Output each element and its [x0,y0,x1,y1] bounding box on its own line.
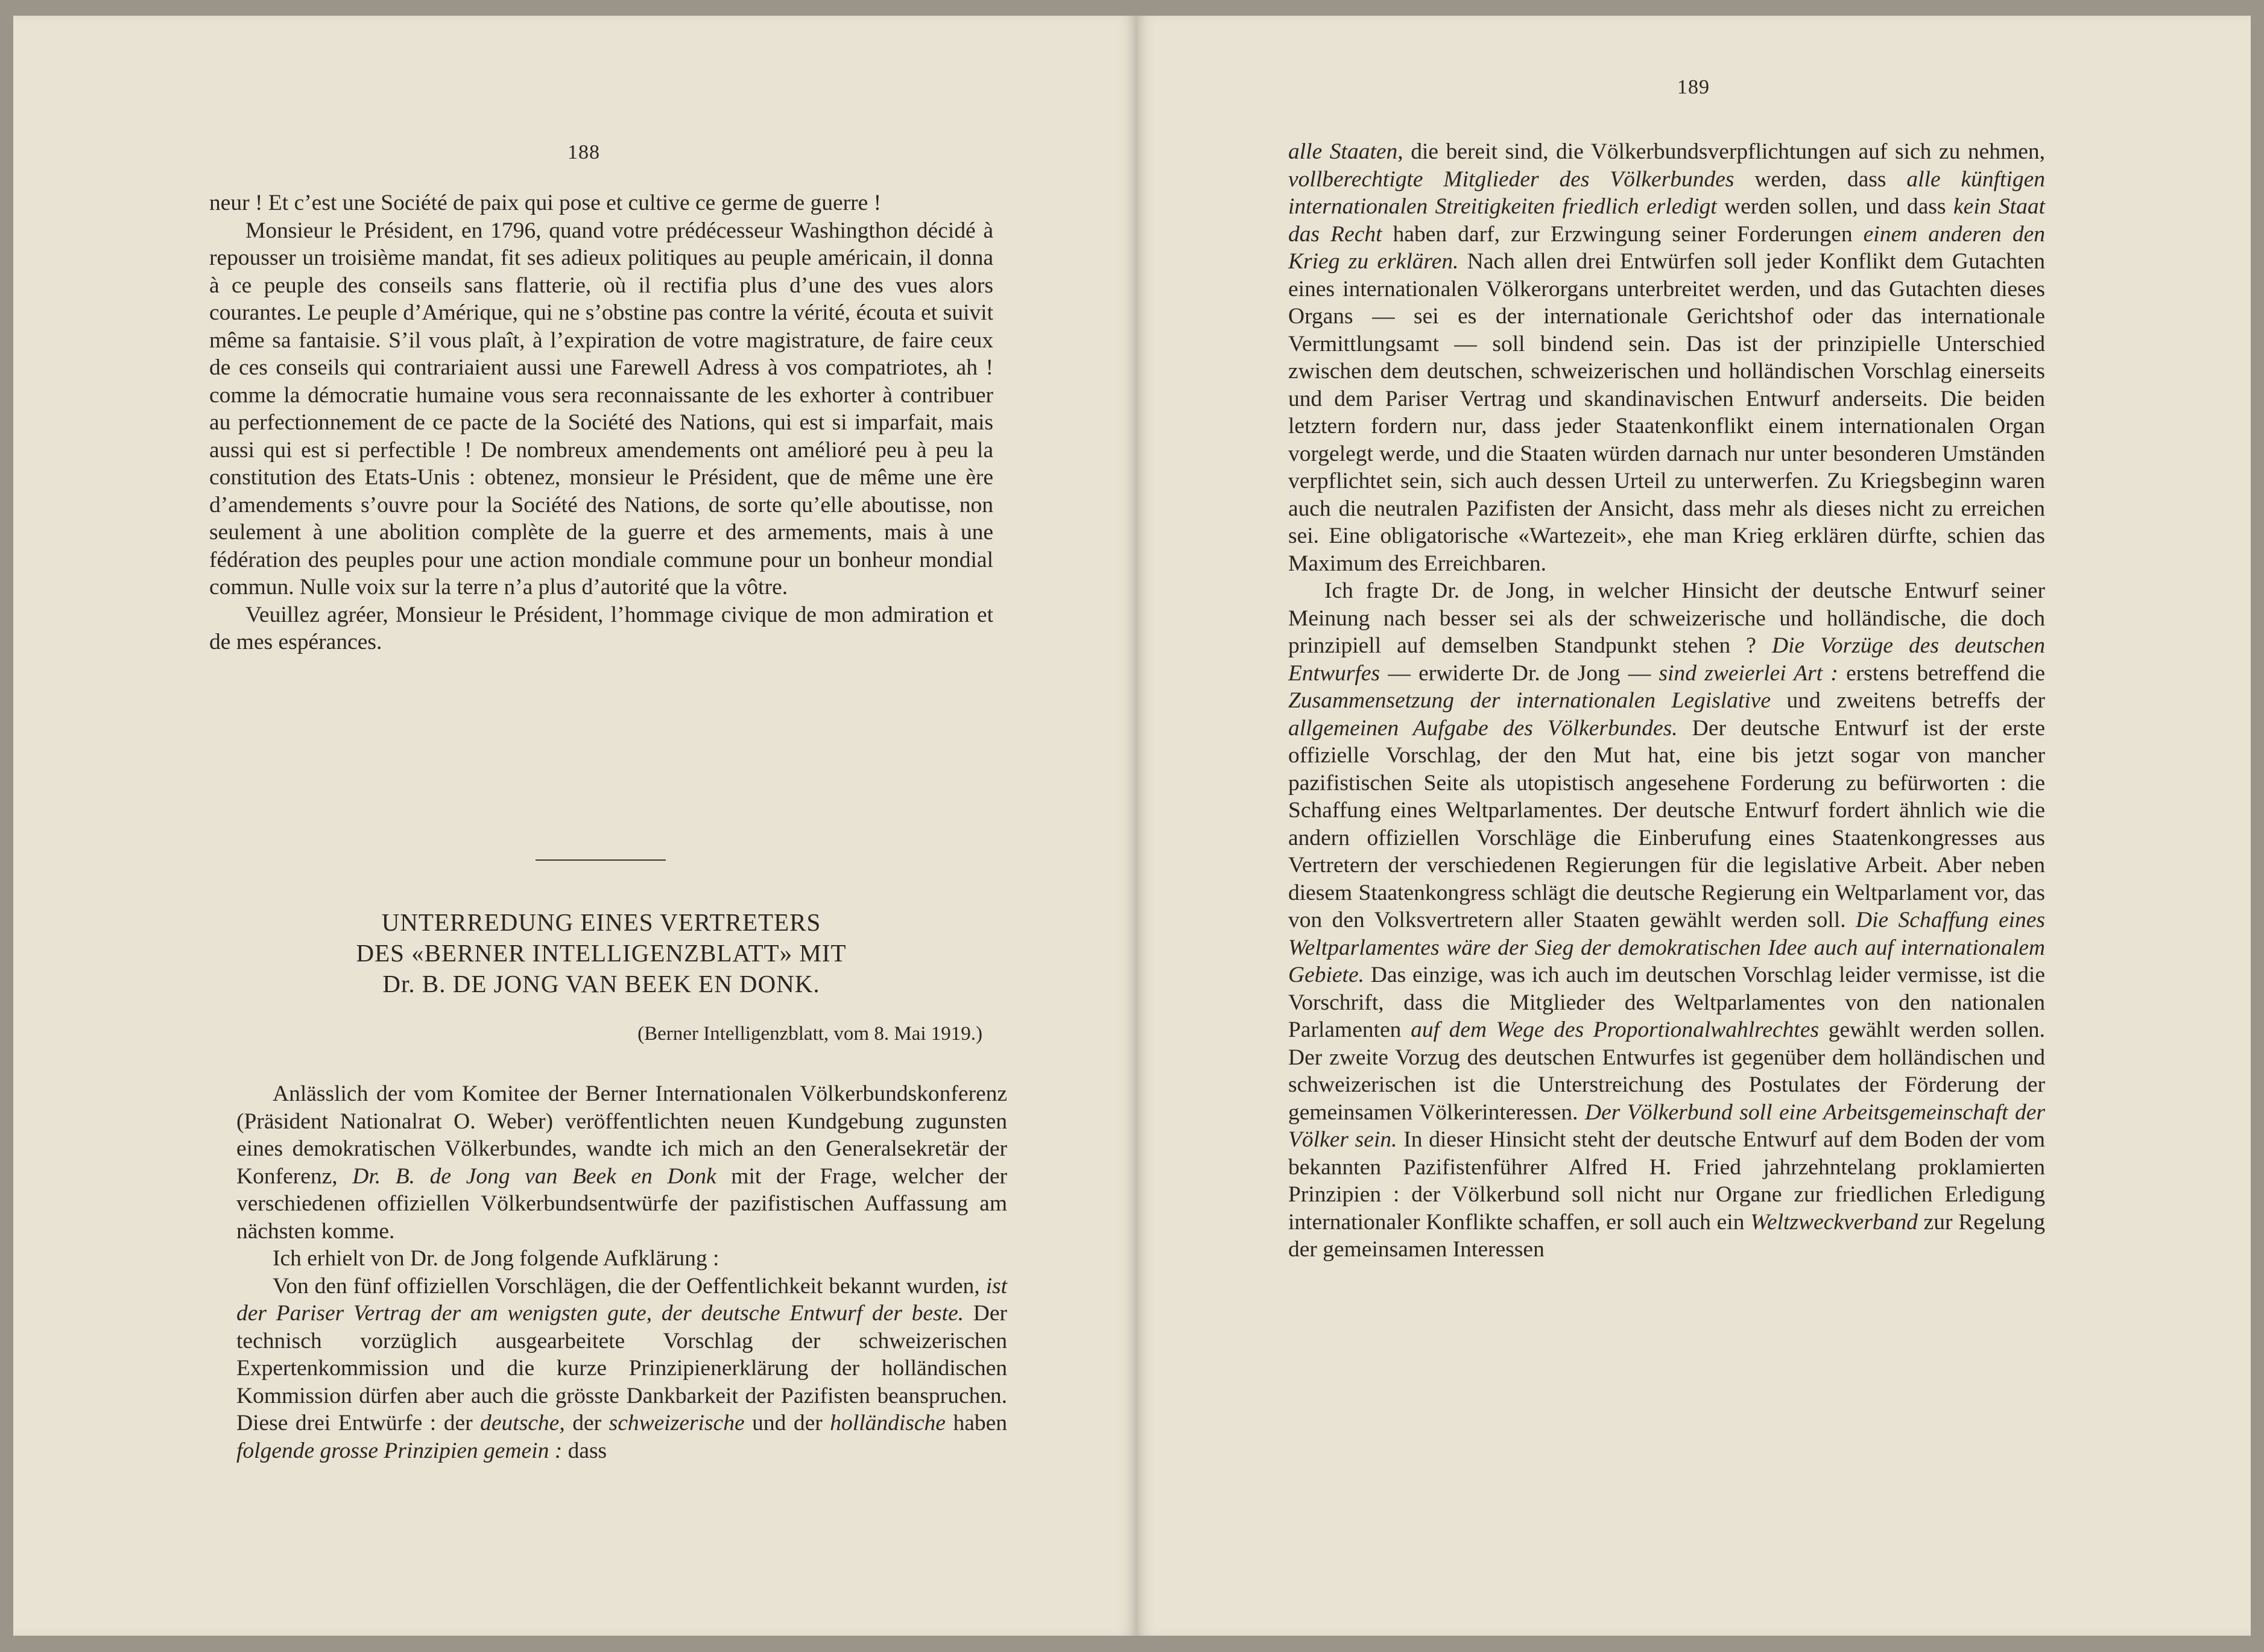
left-page [13,16,1136,1636]
text-run: haben darf, zur Erzwingung seiner Forderungen [1382,221,1864,247]
paragraph [1288,138,2045,577]
text-run-italic: deutsche, [480,1411,565,1435]
text-run: Der technisch vorzüglich ausgearbeitete Vorschlag der schweizerischen Expertenkommission und die kurze Prinzipienerklärung der holländischen Kommission dürfen aber auch die grösste Dankbarkeit der Pazifisten beanspruchen. Diese drei Entwürfe : der [236,1301,1007,1435]
text-run: Nach allen drei Entwürfen soll jeder Konflikt dem Gutachten eines internationalen Völkerorgans unterbreitet werden, und das Gutachten dieses Organs — sei es der internationale Gerichtshof oder das internationale Vermittlungsamt — soll bindend sein. Das ist der prinzipielle Unterschied zwischen dem deutschen, schweizerischen und holländischen Vorschlag einerseits und dem Pariser Vertrag und skandinavischen Entwurf anderseits. Die beiden letztern fordern nur, dass jeder Staatenkonflikt einem internationalen Organ vorgelegt werde, und die Staaten würden darnach nur unter besonderen Umständen verpflichtet sein, sich auch dessen Urteil zu unterwerfen. Zu Kriegsbeginn waren auch die neutralen Pazifisten der Ansicht, dass mehr als dieses nicht zu erreichen sei. Eine obligatorische «Wartezeit», ehe man Krieg erklären dürfte, schien das Maximum des Erreichbaren. [1288,249,2045,576]
german-interview-text [236,1080,1007,1464]
article-headline [209,907,993,999]
text-run: erstens betreffend die [1838,660,2045,686]
text-run-italic: auf dem Wege des Proportionalwahlrechtes [1411,1017,1820,1042]
text-run: der [564,1411,609,1435]
text-run: Der deutsche Entwurf ist der erste offizielle Vorschlag, der den Mut hat, eine bis jetzt sogar von mancher pazifistischen Seite als utopistisch angesehene Forderung zu befürworten : die Schaffung eines Weltparlamentes. Der deutsche Entwurf fordert ähnlich wie die andern offiziellen Vorschläge die Einberufung eines Staatenkongresses aus Vertretern der verschiedenen Regierungen für die legislative Arbeit. Aber neben diesem Staatenkongress schlägt die deutsche Regierung ein Weltparlament vor, das von den Volksvertretern aller Staaten gewählt werden soll. [1288,715,2045,932]
text-run-italic: allgemeinen Aufgabe des Völkerbundes. [1288,715,1678,741]
paragraph [236,1080,1007,1245]
text-run: Ich fragte Dr. de Jong, in welcher Hinsicht der deutsche Entwurf seiner Meinung nach besser sei als der schweizerische und holländische, die doch prinzipiell auf demselben Standpunkt stehen ? [1288,578,2045,658]
text-run-italic: Weltzweckverband [1750,1209,1918,1235]
text-run: haben [945,1411,1007,1435]
text-run-italic: Die Vorzüge des deutschen Entwurfes [1288,633,2045,686]
text-run: dass [562,1438,607,1463]
text-run-italic: einem anderen den Krieg zu erklären. [1288,221,2045,274]
text-run: mit der Frage, welcher der verschiedenen offiziellen Völkerbundsentwürfe der pazifistischen Auffassung am nächsten komme. [236,1163,1007,1244]
text-run: zur Regelung der gemeinsamen Interessen [1288,1209,2045,1262]
headline-line: DES «BERNER INTELLIGENZBLATT» MIT [356,939,847,967]
text-run-italic: folgende grosse Prinzipien gemein : [236,1438,563,1463]
paragraph: neur ! Et c’est une Société de paix qui pose et cultive ce germe de guerre ! [209,191,882,215]
text-run: In dieser Hinsicht steht der deutsche Entwurf auf dem Boden der vom bekannten Pazifistenführer Alfred H. Fried jahrzehntelang proklamierten Prinzipien : der Völkerbund soll nicht nur Organe zur friedlichen Erledigung internationaler Konflikte schaffen, er soll auch ein [1288,1127,2045,1235]
page-number: 189 [1677,76,1710,98]
text-run-italic: schweizerische [609,1411,745,1435]
text-run: und der [744,1411,830,1435]
paragraph [1288,577,2045,1264]
text-run: Das einzige, was ich auch im deutschen Vorschlag leider vermisse, ist die Vorschrift, dass die Mitglieder des Weltparlamentes von den nationalen Parlamenten [1288,963,2045,1042]
text-run-italic: kein Staat das Recht [1288,194,2046,247]
text-run: werden sollen, und dass [1716,194,1954,219]
headline-line: UNTERREDUNG EINES VERTRETERS [381,908,821,936]
text-run-italic: alle Staaten, [1288,139,1403,164]
text-run: und zweitens betreffs der [1771,688,2045,713]
paragraph: Veuillez agréer, Monsieur le Président, l’hommage civique de mon admiration et de mes espérances. [209,602,993,654]
french-letter-text [209,189,993,656]
text-run-italic: Die Schaffung eines Weltparlamentes wäre der Sieg der demokratischen Idee auch auf internationalem Gebiete. [1288,908,2045,987]
paragraph: Ich erhielt von Dr. de Jong folgende Aufklärung : [273,1246,719,1271]
paragraph [236,1273,1007,1465]
page-number: 188 [568,141,600,163]
text-run-italic: ist der Pariser Vertrag der am wenigsten gute, der deutsche Entwurf der beste. [236,1273,1007,1326]
text-run: — erwiderte Dr. de Jong — [1380,660,1659,686]
text-run-italic: sind zweierlei Art : [1658,660,1838,686]
right-page [1136,16,2251,1636]
text-run-italic: alle künftigen internationalen Streitigkeiten friedlich erledigt [1288,166,2045,219]
source-citation: (Berner Intelligenzblatt, vom 8. Mai 1919.) [637,1023,982,1045]
text-run: Von den fünf offiziellen Vorschlägen, die der Oeffentlichkeit bekannt wurden, [273,1273,986,1299]
text-run: gewählt werden sollen. Der zweite Vorzug des deutschen Entwurfes ist gegenüber dem holländischen und schweizerischen ist die Unterstreichung des Postulates der Förderung der gemeinsamen Völkerinteressen. [1288,1017,2045,1125]
text-run-italic: Zusammensetzung der internationalen Legislative [1288,688,1771,713]
text-run-italic: vollberechtigte Mitglieder des Völkerbundes [1288,166,1734,192]
paragraph: Monsieur le Président, en 1796, quand votre prédécesseur Washingthon décidé à repousser un troisième mandat, fit ses adieux politiques au peuple américain, il donna à ce peuple des conseils sans flatterie, où il rectifia plus d’une des vues alors courantes. Le peuple d’Amérique, qui ne s’obstine pas contre la vérité, écouta et suivit même sa fantaisie. S’il vous plaît, à l’expiration de votre magistrature, de faire ceux de ces conseils qui contrariaient aussi une Farewell Adress à vos compatriotes, ah ! comme la démocratie humaine vous sera reconnaissante de les exhorter à contribuer au perfectionnement de ce pacte de la Société des Nations, qui est si imparfait, mais aussi qui est si perfectible ! De nombreux amendements ont amélioré peu à peu la constitution des Etats-Unis : obtenez, monsieur le Président, que de même une ère d’amendements s’ouvre pour la Société des Nations, de sorte qu’elle aboutisse, non seulement à une abolition complète de la guerre et des armements, mais à une fédération des peuples pour une action mondiale commune pour un bonheur mondial commun. Nulle voix sur la terre n’a plus d’autorité que la vôtre. [209,218,993,600]
text-run-italic: holländische [830,1411,946,1435]
text-run-italic: Der Völkerbund soll eine Arbeitsgemeinschaft der Völker sein. [1288,1100,2046,1152]
section-divider [536,859,666,861]
headline-line: Dr. B. DE JONG VAN BEEK EN DONK. [382,970,820,998]
text-run: Anlässlich der vom Komitee der Berner Internationalen Völkerbundskonferenz (Präsident Nationalrat O. Weber) veröffentlichten neuen Kundgebung zugunsten eines demokratischen Völkerbundes, wandte ich mich an den Generalsekretär der Konferenz, [236,1081,1007,1189]
text-run: werden, dass [1734,166,1907,192]
text-run: die bereit sind, die Völkerbundsverpflichtungen auf sich zu nehmen, [1403,139,2045,164]
text-run-italic: Dr. B. de Jong van Beek en Donk [352,1163,716,1189]
german-interview-continued-text [1288,138,2045,1264]
